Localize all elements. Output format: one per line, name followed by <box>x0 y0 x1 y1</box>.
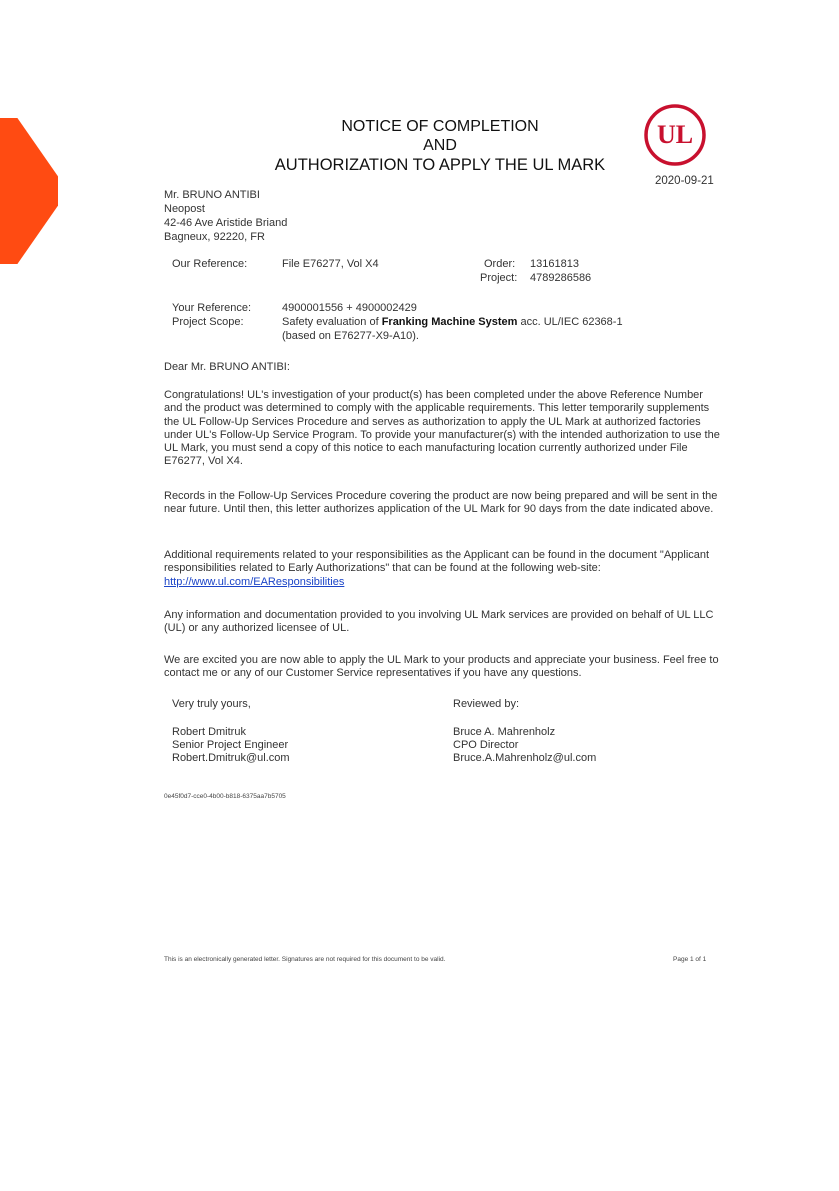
paragraph-3: Additional requirements related to your responsibilities as the Applicant can be found in the document "Applicant responsibilities related to Early Authorizations" that can be found at the following web-site: http://www.ul.com/EAResponsibilities <box>164 549 710 588</box>
our-reference-value: File E76277, Vol X4 <box>282 258 379 270</box>
order-label: Order: <box>484 258 516 270</box>
reviewer-title: CPO Director <box>453 739 519 751</box>
page-number: Page 1 of 1 <box>673 956 707 963</box>
paragraph-1: Congratulations! UL's investigation of your product(s) has been completed under the above Reference Number and the product was determined to comply with the applicable requirements. This letter temporarily supplements the UL Follow-Up Services Procedure and serves as authorization to apply the UL Mark at authorized factories under UL's Follow-Up Service Program. To provide your manufacturer(s) with the intended authorization to use the UL Mark, you must send a copy of this notice to each manufacturing location currently authorized under File E76277, Vol X4. <box>164 389 720 468</box>
reviewer-email: Bruce.A.Mahrenholz@ul.com <box>453 752 597 764</box>
salutation: Dear Mr. BRUNO ANTIBI: <box>164 361 290 373</box>
document-id: 0e45f0d7-cce0-4b00-b818-6375aa7b5705 <box>164 793 286 800</box>
your-reference-label: Your Reference: <box>172 302 252 314</box>
signer-title: Senior Project Engineer <box>172 739 289 751</box>
letter-date: 2020-09-21 <box>655 175 714 187</box>
signer-name: Robert Dmitruk <box>172 726 246 738</box>
project-scope-value: Safety evaluation of Franking Machine System acc. UL/IEC 62368-1 <box>282 316 623 328</box>
reviewer-name: Bruce A. Mahrenholz <box>453 726 556 738</box>
project-scope-basis: (based on E76277-X9-A10). <box>282 330 419 342</box>
project-scope-label: Project Scope: <box>172 316 244 328</box>
paragraph-2: Records in the Follow-Up Services Procedure covering the product are now being prepared and will be sent in the near future. Until then, this letter authorizes application of the UL Mark for 90 days from the date indicated above. <box>164 490 718 516</box>
order-value: 13161813 <box>530 258 579 270</box>
title-line-2: AND <box>423 137 457 154</box>
title-line-1: NOTICE OF COMPLETION <box>341 118 539 135</box>
project-label: Project: <box>480 272 518 284</box>
ul-logo-text: UL <box>656 120 694 149</box>
paragraph-5: We are excited you are now able to apply the UL Mark to your products and appreciate your business. Feel free to contact me or any of our Customer Service representatives if you have any questions. <box>164 654 719 680</box>
product-name: Franking Machine System <box>381 316 518 328</box>
our-reference-label: Our Reference: <box>172 258 248 270</box>
recipient-street: 42-46 Ave Aristide Briand <box>164 217 288 229</box>
project-value: 4789286586 <box>530 272 592 284</box>
orange-side-tab <box>0 118 58 264</box>
closing: Very truly yours, <box>172 698 251 710</box>
paragraph-4: Any information and documentation provided to you involving UL Mark services are provided on behalf of UL LLC (UL) or any authorized licensee of UL. <box>164 609 714 635</box>
title-line-3: AUTHORIZATION TO APPLY THE UL MARK <box>274 156 606 174</box>
recipient-city: Bagneux, 92220, FR <box>164 231 265 243</box>
ea-responsibilities-link[interactable]: http://www.ul.com/EAResponsibilities <box>164 575 345 588</box>
signer-email: Robert.Dmitruk@ul.com <box>172 752 290 764</box>
recipient-name: Mr. BRUNO ANTIBI <box>164 189 260 201</box>
reviewed-by: Reviewed by: <box>453 698 520 710</box>
ul-logo-icon <box>643 103 707 167</box>
recipient-company: Neopost <box>164 203 205 215</box>
footer-note: This is an electronically generated letter. Signatures are not required for this document to be valid. <box>164 956 446 963</box>
your-reference-value: 4900001556 + 4900002429 <box>282 302 417 314</box>
